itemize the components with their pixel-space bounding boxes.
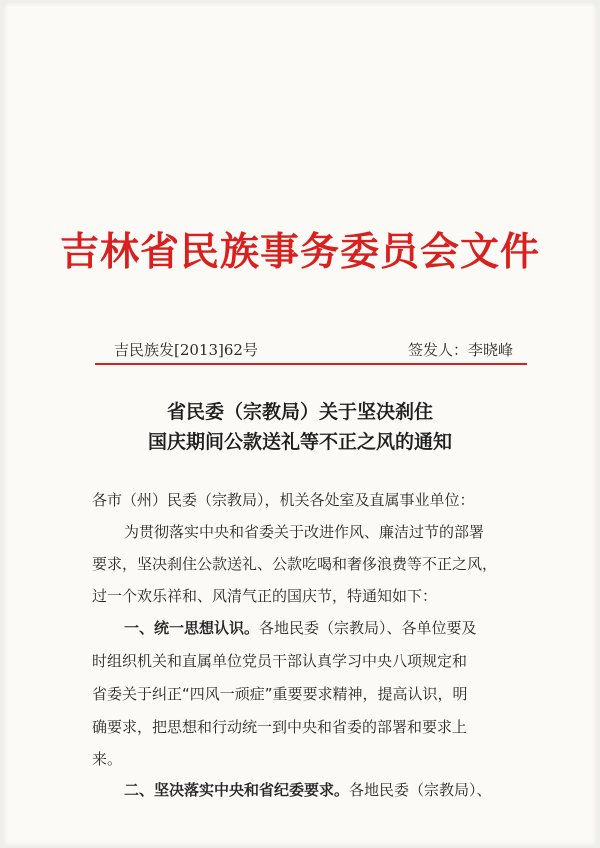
section-1-heading: 一、统一思想认识。 xyxy=(124,619,260,637)
section-1-line: 确要求，把思想和行动统一到中央和省委的部署和要求上 xyxy=(92,718,468,736)
notice-title-line-1: 省民委（宗教局）关于坚决刹住 xyxy=(166,401,433,423)
section-1-line: 省委关于纠正“四风一顽症”重要要求精神，提高认识，明 xyxy=(92,685,468,703)
section-2-text: 各地民委（宗教局）、 xyxy=(349,781,492,799)
notice-title-line-2: 国庆期间公款送礼等不正之风的通知 xyxy=(147,431,452,453)
section-1-line: 来。 xyxy=(92,750,123,768)
section-1-text: 各地民委（宗教局）、各单位要及 xyxy=(259,619,477,637)
document-header-title: 吉林省民族事务委员会文件 xyxy=(59,229,540,275)
section-2-first-line xyxy=(124,779,492,800)
section-1-line: 时组织机关和直属单位党员干部认真学习中央八项规定和 xyxy=(92,652,468,670)
addressee: 各市（州）民委（宗教局），机关各处室及直属事业单位： xyxy=(92,491,475,509)
intro-line: 过一个欢乐祥和、风清气正的国庆节，特通知如下： xyxy=(92,587,438,605)
document-number: 吉民族发[2013]62号 xyxy=(114,341,258,359)
signer: 签发人：李晓峰 xyxy=(408,341,514,359)
red-divider xyxy=(95,363,527,365)
section-2-heading: 二、坚决落实中央和省纪委要求。 xyxy=(124,781,350,799)
section-1-first-line xyxy=(124,617,477,638)
intro-line: 为贯彻落实中央和省委关于改进作风、廉洁过节的部署 xyxy=(124,523,485,541)
intro-line: 要求，坚决刹住公款送礼、公款吃喝和奢侈浪费等不正之风， xyxy=(92,555,498,573)
